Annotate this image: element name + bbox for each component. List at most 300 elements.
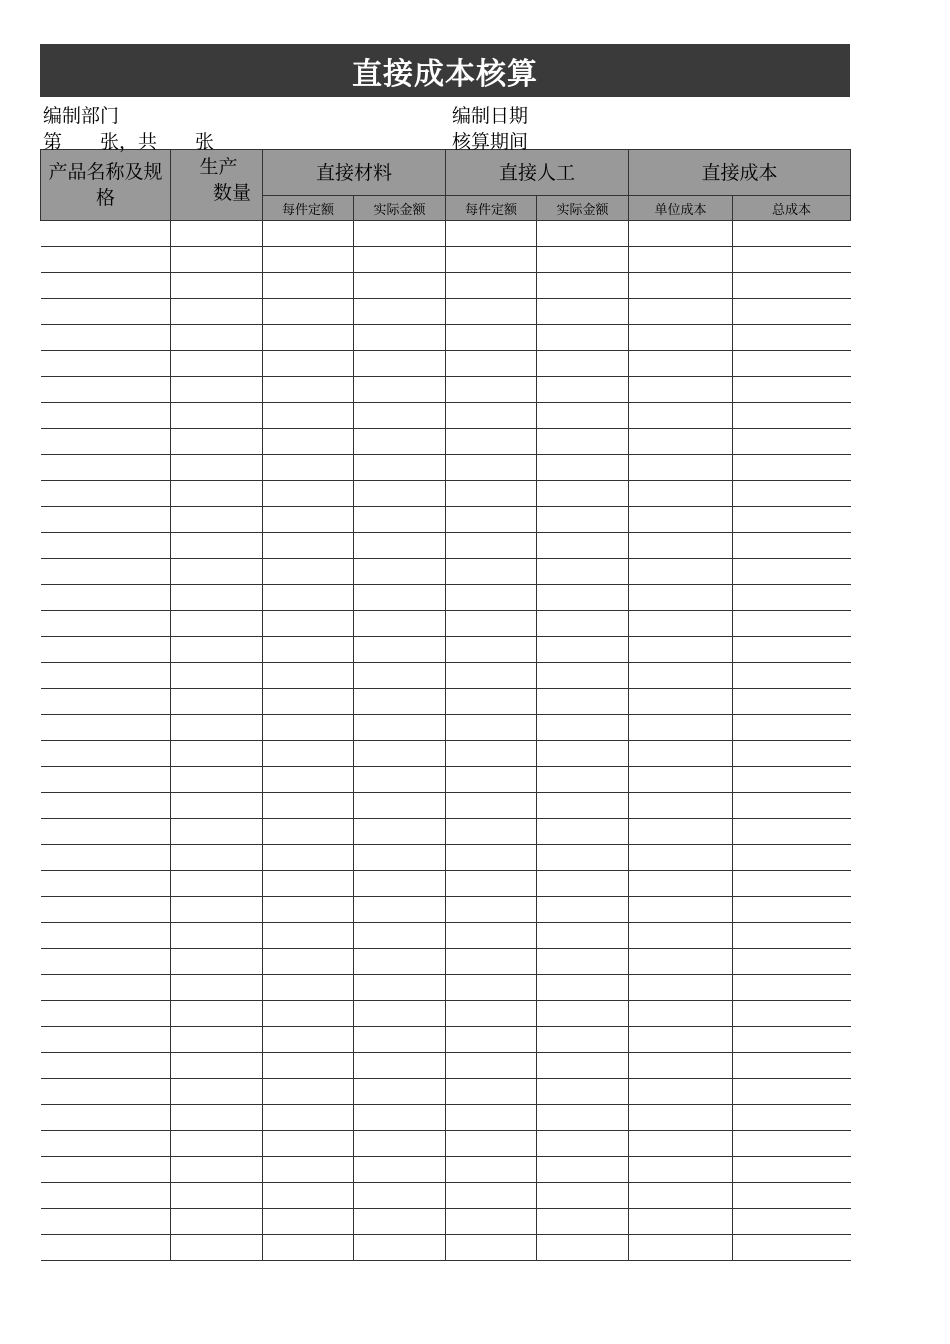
table-cell[interactable] [446,1027,537,1053]
table-cell[interactable] [171,975,263,1001]
table-cell[interactable] [629,923,733,949]
table-cell[interactable] [446,559,537,585]
table-cell[interactable] [354,793,446,819]
table-cell[interactable] [537,559,629,585]
table-cell[interactable] [537,273,629,299]
table-cell[interactable] [629,325,733,351]
table-cell[interactable] [537,715,629,741]
table-cell[interactable] [629,611,733,637]
table-cell[interactable] [41,1079,171,1105]
table-cell[interactable] [41,715,171,741]
table-cell[interactable] [171,637,263,663]
table-cell[interactable] [537,221,629,247]
table-cell[interactable] [354,975,446,1001]
table-cell[interactable] [41,299,171,325]
table-cell[interactable] [354,611,446,637]
table-cell[interactable] [446,1001,537,1027]
table-cell[interactable] [446,611,537,637]
table-cell[interactable] [171,221,263,247]
table-cell[interactable] [41,689,171,715]
table-cell[interactable] [354,897,446,923]
table-cell[interactable] [171,715,263,741]
table-cell[interactable] [629,819,733,845]
table-cell[interactable] [41,273,171,299]
table-cell[interactable] [263,975,354,1001]
table-cell[interactable] [446,221,537,247]
table-cell[interactable] [41,559,171,585]
table-cell[interactable] [733,1105,851,1131]
table-cell[interactable] [171,689,263,715]
table-cell[interactable] [537,819,629,845]
table-cell[interactable] [263,429,354,455]
table-cell[interactable] [354,689,446,715]
table-cell[interactable] [629,1131,733,1157]
table-cell[interactable] [446,273,537,299]
table-cell[interactable] [171,1053,263,1079]
table-cell[interactable] [354,923,446,949]
table-cell[interactable] [446,533,537,559]
table-cell[interactable] [41,377,171,403]
table-cell[interactable] [733,1235,851,1261]
table-cell[interactable] [41,455,171,481]
table-cell[interactable] [446,767,537,793]
table-cell[interactable] [733,767,851,793]
table-cell[interactable] [733,975,851,1001]
table-cell[interactable] [629,1079,733,1105]
table-cell[interactable] [629,559,733,585]
table-cell[interactable] [171,1157,263,1183]
table-cell[interactable] [733,611,851,637]
table-cell[interactable] [354,533,446,559]
table-cell[interactable] [733,1001,851,1027]
table-cell[interactable] [263,559,354,585]
table-cell[interactable] [263,663,354,689]
table-cell[interactable] [733,247,851,273]
table-cell[interactable] [537,689,629,715]
table-cell[interactable] [629,975,733,1001]
table-cell[interactable] [629,429,733,455]
table-cell[interactable] [629,273,733,299]
table-cell[interactable] [733,1131,851,1157]
table-cell[interactable] [733,273,851,299]
table-cell[interactable] [733,1183,851,1209]
table-cell[interactable] [171,325,263,351]
table-cell[interactable] [354,559,446,585]
table-cell[interactable] [41,767,171,793]
table-cell[interactable] [263,845,354,871]
table-cell[interactable] [41,949,171,975]
table-cell[interactable] [171,1131,263,1157]
table-cell[interactable] [354,481,446,507]
table-cell[interactable] [263,767,354,793]
table-cell[interactable] [171,559,263,585]
table-cell[interactable] [629,1235,733,1261]
table-cell[interactable] [171,767,263,793]
table-cell[interactable] [41,481,171,507]
table-cell[interactable] [537,1027,629,1053]
table-cell[interactable] [537,611,629,637]
table-cell[interactable] [446,1105,537,1131]
table-cell[interactable] [171,1183,263,1209]
table-cell[interactable] [537,871,629,897]
table-cell[interactable] [263,741,354,767]
table-cell[interactable] [263,1079,354,1105]
table-cell[interactable] [171,247,263,273]
table-cell[interactable] [41,1053,171,1079]
table-cell[interactable] [446,975,537,1001]
table-cell[interactable] [733,221,851,247]
table-cell[interactable] [537,481,629,507]
table-cell[interactable] [263,455,354,481]
table-cell[interactable] [537,533,629,559]
table-cell[interactable] [537,1001,629,1027]
table-cell[interactable] [733,1079,851,1105]
table-cell[interactable] [629,689,733,715]
table-cell[interactable] [629,507,733,533]
table-cell[interactable] [537,351,629,377]
table-cell[interactable] [629,949,733,975]
table-cell[interactable] [354,767,446,793]
table-cell[interactable] [537,1235,629,1261]
table-cell[interactable] [41,351,171,377]
table-cell[interactable] [263,533,354,559]
table-cell[interactable] [733,949,851,975]
table-cell[interactable] [629,247,733,273]
table-cell[interactable] [171,507,263,533]
table-cell[interactable] [446,585,537,611]
table-cell[interactable] [171,481,263,507]
table-cell[interactable] [41,611,171,637]
table-cell[interactable] [629,1001,733,1027]
table-cell[interactable] [41,1183,171,1209]
table-cell[interactable] [733,689,851,715]
table-cell[interactable] [171,299,263,325]
table-cell[interactable] [171,1079,263,1105]
table-cell[interactable] [41,923,171,949]
table-cell[interactable] [629,221,733,247]
table-cell[interactable] [733,1157,851,1183]
table-cell[interactable] [446,403,537,429]
table-cell[interactable] [446,663,537,689]
table-cell[interactable] [171,949,263,975]
table-cell[interactable] [629,455,733,481]
table-cell[interactable] [354,377,446,403]
table-cell[interactable] [446,299,537,325]
table-cell[interactable] [41,1131,171,1157]
table-cell[interactable] [629,351,733,377]
table-cell[interactable] [354,429,446,455]
table-cell[interactable] [537,741,629,767]
table-cell[interactable] [733,741,851,767]
table-cell[interactable] [263,949,354,975]
table-cell[interactable] [171,611,263,637]
table-cell[interactable] [263,481,354,507]
table-cell[interactable] [171,871,263,897]
table-cell[interactable] [354,871,446,897]
table-cell[interactable] [171,1027,263,1053]
table-cell[interactable] [171,741,263,767]
table-cell[interactable] [263,1157,354,1183]
table-cell[interactable] [629,793,733,819]
table-cell[interactable] [537,1183,629,1209]
table-cell[interactable] [263,819,354,845]
table-cell[interactable] [733,325,851,351]
table-cell[interactable] [41,897,171,923]
table-cell[interactable] [263,923,354,949]
table-cell[interactable] [263,377,354,403]
table-cell[interactable] [263,637,354,663]
table-cell[interactable] [354,819,446,845]
table-cell[interactable] [263,403,354,429]
table-cell[interactable] [629,1053,733,1079]
table-cell[interactable] [537,1105,629,1131]
table-cell[interactable] [354,247,446,273]
table-cell[interactable] [537,585,629,611]
table-cell[interactable] [629,481,733,507]
table-cell[interactable] [263,1131,354,1157]
table-cell[interactable] [733,845,851,871]
table-cell[interactable] [537,507,629,533]
table-cell[interactable] [171,819,263,845]
table-cell[interactable] [446,1053,537,1079]
table-cell[interactable] [41,533,171,559]
table-cell[interactable] [41,871,171,897]
table-cell[interactable] [733,351,851,377]
table-cell[interactable] [733,377,851,403]
table-cell[interactable] [629,741,733,767]
table-cell[interactable] [537,377,629,403]
table-cell[interactable] [41,637,171,663]
table-cell[interactable] [629,715,733,741]
table-cell[interactable] [446,949,537,975]
table-cell[interactable] [537,663,629,689]
table-cell[interactable] [263,1053,354,1079]
table-cell[interactable] [41,221,171,247]
table-cell[interactable] [446,247,537,273]
table-cell[interactable] [263,273,354,299]
table-cell[interactable] [733,897,851,923]
table-cell[interactable] [537,325,629,351]
table-cell[interactable] [537,949,629,975]
table-cell[interactable] [263,715,354,741]
table-cell[interactable] [629,637,733,663]
table-cell[interactable] [41,1001,171,1027]
table-cell[interactable] [171,429,263,455]
table-cell[interactable] [41,793,171,819]
table-cell[interactable] [446,637,537,663]
table-cell[interactable] [537,1209,629,1235]
table-cell[interactable] [733,871,851,897]
table-cell[interactable] [446,429,537,455]
table-cell[interactable] [41,1105,171,1131]
table-cell[interactable] [354,637,446,663]
table-cell[interactable] [733,585,851,611]
table-cell[interactable] [263,585,354,611]
table-cell[interactable] [171,585,263,611]
table-cell[interactable] [171,923,263,949]
table-cell[interactable] [263,247,354,273]
table-cell[interactable] [171,1001,263,1027]
table-cell[interactable] [446,1079,537,1105]
table-cell[interactable] [446,741,537,767]
table-cell[interactable] [446,1209,537,1235]
table-cell[interactable] [171,455,263,481]
table-cell[interactable] [171,273,263,299]
table-cell[interactable] [171,351,263,377]
table-cell[interactable] [263,299,354,325]
table-cell[interactable] [263,507,354,533]
table-cell[interactable] [537,975,629,1001]
table-cell[interactable] [733,403,851,429]
table-cell[interactable] [41,845,171,871]
table-cell[interactable] [537,1157,629,1183]
table-cell[interactable] [537,299,629,325]
table-cell[interactable] [537,455,629,481]
table-cell[interactable] [354,845,446,871]
table-cell[interactable] [537,247,629,273]
table-cell[interactable] [446,507,537,533]
table-cell[interactable] [446,897,537,923]
table-cell[interactable] [629,299,733,325]
table-cell[interactable] [41,585,171,611]
table-cell[interactable] [537,767,629,793]
table-cell[interactable] [733,455,851,481]
table-cell[interactable] [263,871,354,897]
table-cell[interactable] [537,429,629,455]
table-cell[interactable] [629,585,733,611]
table-cell[interactable] [629,845,733,871]
table-cell[interactable] [733,1053,851,1079]
table-cell[interactable] [537,1079,629,1105]
table-cell[interactable] [733,819,851,845]
table-cell[interactable] [354,949,446,975]
table-cell[interactable] [263,611,354,637]
table-cell[interactable] [41,975,171,1001]
table-cell[interactable] [263,897,354,923]
table-cell[interactable] [446,1157,537,1183]
table-cell[interactable] [446,1131,537,1157]
table-cell[interactable] [263,325,354,351]
table-cell[interactable] [171,663,263,689]
table-cell[interactable] [629,897,733,923]
table-cell[interactable] [171,1209,263,1235]
table-cell[interactable] [629,1183,733,1209]
table-cell[interactable] [354,1105,446,1131]
table-cell[interactable] [733,793,851,819]
table-cell[interactable] [537,637,629,663]
table-cell[interactable] [354,507,446,533]
table-cell[interactable] [629,377,733,403]
table-cell[interactable] [171,1235,263,1261]
table-cell[interactable] [41,1209,171,1235]
table-cell[interactable] [41,1235,171,1261]
table-cell[interactable] [354,1131,446,1157]
table-cell[interactable] [733,715,851,741]
table-cell[interactable] [629,1209,733,1235]
table-cell[interactable] [354,351,446,377]
table-cell[interactable] [733,299,851,325]
table-cell[interactable] [41,507,171,533]
table-cell[interactable] [171,403,263,429]
table-cell[interactable] [629,767,733,793]
table-cell[interactable] [354,741,446,767]
table-cell[interactable] [733,481,851,507]
table-cell[interactable] [354,715,446,741]
table-cell[interactable] [41,325,171,351]
table-cell[interactable] [733,507,851,533]
table-cell[interactable] [263,1235,354,1261]
table-cell[interactable] [263,351,354,377]
table-cell[interactable] [733,559,851,585]
table-cell[interactable] [537,923,629,949]
table-cell[interactable] [537,1053,629,1079]
table-cell[interactable] [263,793,354,819]
table-cell[interactable] [629,1105,733,1131]
table-cell[interactable] [446,351,537,377]
table-cell[interactable] [733,533,851,559]
table-cell[interactable] [446,819,537,845]
table-cell[interactable] [41,819,171,845]
table-cell[interactable] [446,871,537,897]
table-cell[interactable] [446,845,537,871]
table-cell[interactable] [41,1027,171,1053]
table-cell[interactable] [171,377,263,403]
table-cell[interactable] [629,403,733,429]
table-cell[interactable] [354,1183,446,1209]
table-cell[interactable] [354,1079,446,1105]
table-cell[interactable] [629,533,733,559]
table-cell[interactable] [354,1157,446,1183]
table-cell[interactable] [354,403,446,429]
table-cell[interactable] [733,637,851,663]
table-cell[interactable] [446,793,537,819]
table-cell[interactable] [446,1235,537,1261]
table-cell[interactable] [354,455,446,481]
table-cell[interactable] [41,429,171,455]
table-cell[interactable] [446,1183,537,1209]
table-cell[interactable] [41,663,171,689]
table-cell[interactable] [41,403,171,429]
table-cell[interactable] [171,845,263,871]
table-cell[interactable] [354,585,446,611]
table-cell[interactable] [263,689,354,715]
table-cell[interactable] [354,663,446,689]
table-cell[interactable] [733,429,851,455]
table-cell[interactable] [629,871,733,897]
table-cell[interactable] [263,1183,354,1209]
table-cell[interactable] [537,897,629,923]
table-cell[interactable] [354,325,446,351]
table-cell[interactable] [171,533,263,559]
table-cell[interactable] [537,845,629,871]
table-cell[interactable] [629,663,733,689]
table-cell[interactable] [354,221,446,247]
table-cell[interactable] [354,1235,446,1261]
table-cell[interactable] [733,923,851,949]
table-cell[interactable] [446,923,537,949]
table-cell[interactable] [354,1001,446,1027]
table-cell[interactable] [354,1027,446,1053]
table-cell[interactable] [537,1131,629,1157]
table-cell[interactable] [446,455,537,481]
table-cell[interactable] [171,1105,263,1131]
table-cell[interactable] [629,1157,733,1183]
table-cell[interactable] [446,481,537,507]
table-cell[interactable] [41,741,171,767]
table-cell[interactable] [263,1001,354,1027]
table-cell[interactable] [263,1105,354,1131]
table-cell[interactable] [263,221,354,247]
